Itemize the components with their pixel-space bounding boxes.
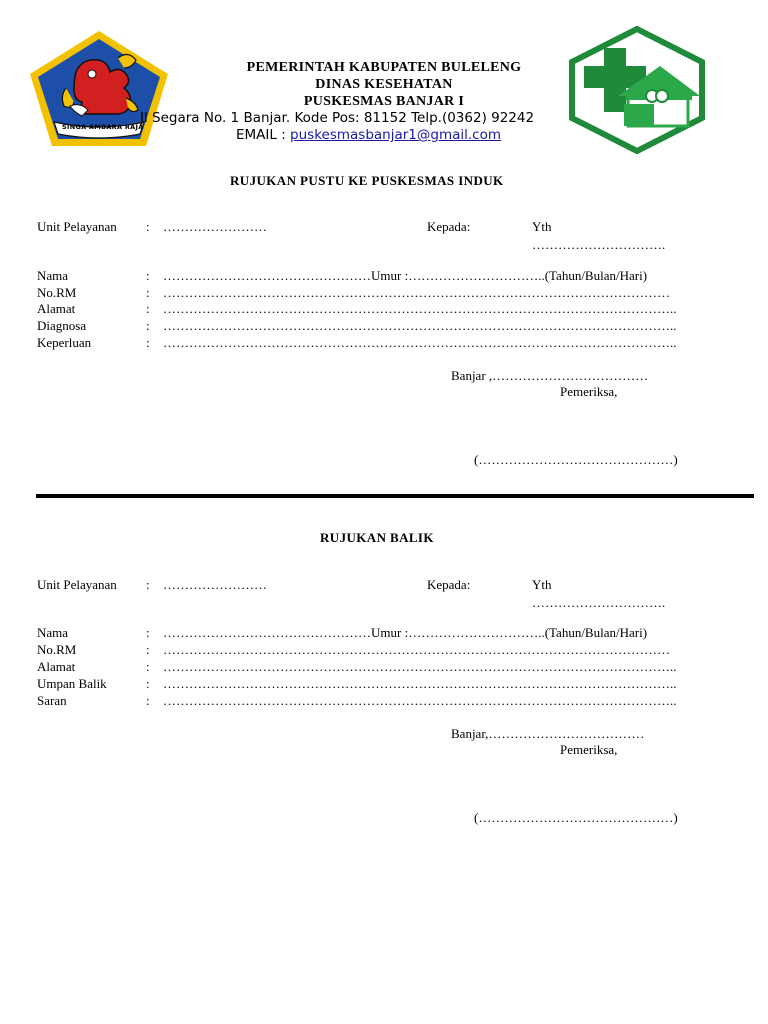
header-address: Jl Segara No. 1 Banjar. Kode Pos: 81152 Telp.(0362) 92242 (140, 110, 535, 126)
section1-yth-field[interactable]: …………………………. (532, 237, 666, 252)
section2-address-field[interactable]: ……………………………………………………………………………………………………….. (163, 659, 677, 674)
section2-signature-field[interactable]: (………………………………………) (474, 810, 678, 825)
section1-unit-colon: : (146, 219, 150, 234)
section2-unit-label: Unit Pelayanan (37, 577, 117, 592)
section1-field-label: Nama (37, 268, 69, 283)
section1-address-field[interactable]: ……………………………………………………………………………………………………….. (163, 301, 677, 316)
header-puskesmas: PUSKESMAS BANJAR I (303, 94, 465, 109)
section2-yth: Yth (532, 577, 552, 592)
regency-emblem-logo (26, 28, 172, 150)
section1-unit-field[interactable]: …………………… (163, 219, 267, 234)
section1-field-label: Keperluan (37, 335, 92, 350)
section1-field-label: No.RM (37, 285, 77, 300)
section2-field-label: Saran (37, 693, 67, 708)
section1-place-date[interactable]: Banjar ,……………………………… (451, 368, 649, 383)
header-government: PEMERINTAH KABUPATEN BULELENG (246, 60, 522, 75)
section2-rm-field[interactable]: ……………………………………………………………………………………………………… (163, 642, 670, 657)
section2-field-label: Alamat (37, 659, 76, 674)
section2-unit-field[interactable]: …………………… (163, 577, 267, 592)
section1-yth: Yth (532, 219, 552, 234)
section1-signature-field[interactable]: (………………………………………) (474, 452, 678, 467)
header-department: DINAS KESEHATAN (315, 77, 453, 92)
section1-field-colon: : (146, 268, 150, 283)
section2-field-label: Nama (37, 625, 69, 640)
section1-field-label: Diagnosa (37, 318, 87, 333)
section2-field-colon: : (146, 642, 150, 657)
section2-advice-field[interactable]: ……………………………………………………………………………………………………….. (163, 693, 677, 708)
section2-place-date[interactable]: Banjar,……………………………… (451, 726, 645, 741)
section2-feedback-field[interactable]: ……………………………………………………………………………………………………….. (163, 676, 677, 691)
section2-yth-field[interactable]: …………………………. (532, 595, 666, 610)
section1-field-colon: : (146, 285, 150, 300)
section1-kepada-label: Kepada: (427, 219, 471, 234)
section1-field-colon: : (146, 335, 150, 350)
section1-field-colon: : (146, 318, 150, 333)
section2-field-label: Umpan Balik (37, 676, 107, 691)
section1-purpose-field[interactable]: ……………………………………………………………………………………………………….. (163, 335, 677, 350)
section2-field-colon: : (146, 659, 150, 674)
section2-field-colon: : (146, 625, 150, 640)
section1-diagnosis-field[interactable]: ……………………………………………………………………………………………………….. (163, 318, 677, 333)
section1-rm-field[interactable]: ……………………………………………………………………………………………………… (163, 285, 670, 300)
section1-unit-label: Unit Pelayanan (37, 219, 117, 234)
section2-field-label: No.RM (37, 642, 77, 657)
header-email-line (236, 127, 501, 143)
section2-examiner-label: Pemeriksa, (560, 742, 618, 757)
section1-title: RUJUKAN PUSTU KE PUSKESMAS INDUK (230, 173, 504, 188)
section2-unit-colon: : (146, 577, 150, 592)
section2-kepada-label: Kepada: (427, 577, 471, 592)
section1-field-label: Alamat (37, 301, 76, 316)
section-divider (36, 494, 754, 498)
section2-field-colon: : (146, 676, 150, 691)
email-label: EMAIL : (236, 127, 291, 143)
section2-title: RUJUKAN BALIK (320, 530, 434, 545)
section1-name-field[interactable]: …………………………………………Umur :…………………………..(Tahun/Bulan/Hari) (163, 268, 648, 283)
section2-field-colon: : (146, 693, 150, 708)
section2-name-field[interactable]: …………………………………………Umur :…………………………..(Tahun/Bulan/Hari) (163, 625, 648, 640)
email-link[interactable]: puskesmasbanjar1@gmail.com (290, 127, 502, 143)
section1-field-colon: : (146, 301, 150, 316)
section1-examiner-label: Pemeriksa, (560, 384, 618, 399)
emblem-ribbon-text: SINGA AMBARA RAJA (62, 123, 144, 131)
